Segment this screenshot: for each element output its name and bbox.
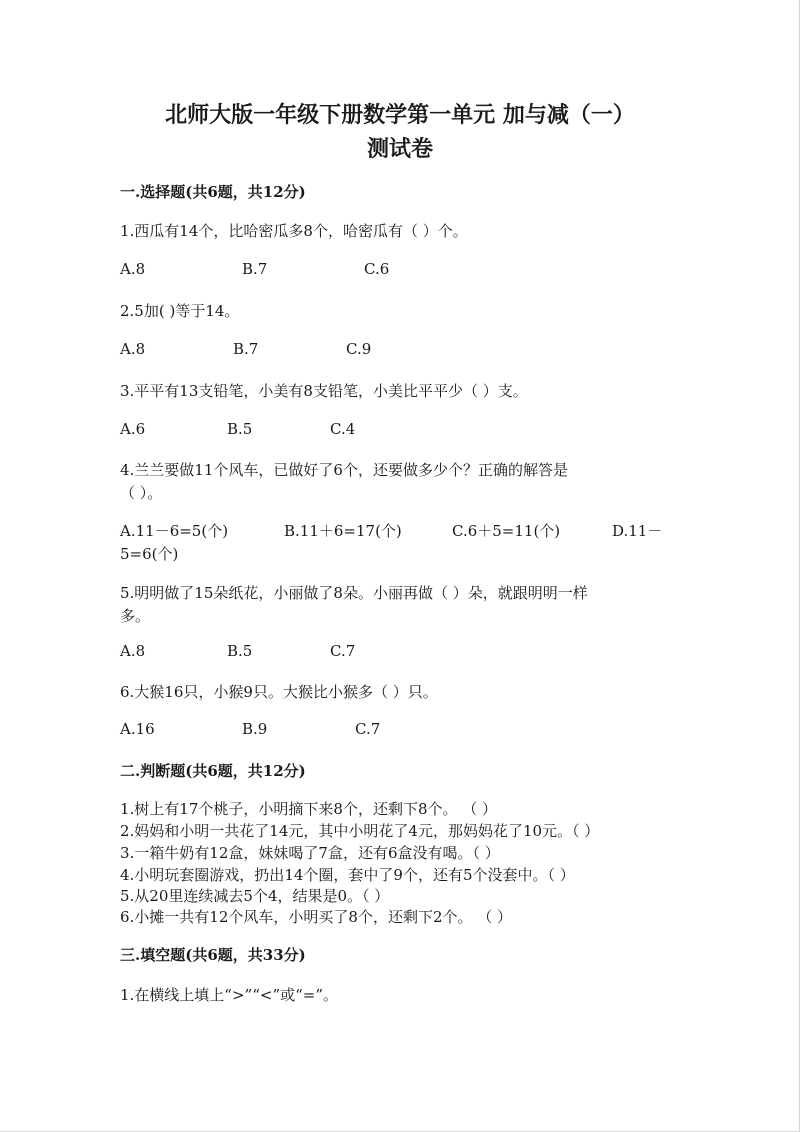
question-3: 3.平平有13支铅笔，小美有8支铅笔，小美比平平少（ ）支。 (120, 382, 528, 400)
question-5: 5.明明做了15朵纸花，小丽做了8朵。小丽再做（ ）朵，就跟明明一样 (120, 584, 588, 602)
option-1c: C.6 (364, 260, 390, 278)
section-heading-choice: 一.选择题(共6题，共12分) (120, 183, 306, 201)
option-2a: A.8 (120, 340, 146, 358)
option-2c: C.9 (346, 340, 372, 358)
option-6c: C.7 (355, 720, 381, 738)
section-heading-judgement: 二.判断题(共6题，共12分) (120, 762, 306, 780)
option-3a: A.6 (120, 420, 146, 438)
judgement-item-6: 6.小摊一共有12个风车，小明买了8个，还剩下2个。 （ ） (120, 908, 513, 926)
option-5c: C.7 (330, 642, 356, 660)
section-heading-fill-blank: 三.填空题(共6题，共33分) (120, 946, 306, 964)
judgement-item-1: 1.树上有17个桃子，小明摘下来8个，还剩下8个。 （ ） (120, 800, 498, 818)
page-title-line2: 测试卷 (366, 136, 433, 162)
fill-blank-question-1: 1.在横线上填上“>”“<”或“=”。 (120, 986, 339, 1004)
option-4d-cont: 5=6(个) (120, 545, 179, 563)
question-2: 2.5加( )等于14。 (120, 302, 240, 320)
option-4d: D.11－ (612, 522, 663, 540)
judgement-item-4: 4.小明玩套圈游戏，扔出14个圈，套中了9个，还有5个没套中。（ ） (120, 866, 575, 884)
judgement-item-2: 2.妈妈和小明一共花了14元，其中小明花了4元，那妈妈花了10元。（ ） (120, 822, 600, 840)
judgement-item-3: 3.一箱牛奶有12盒，妹妹喝了7盒，还有6盒没有喝。（ ） (120, 844, 500, 862)
option-4b: B.11＋6=17(个) (284, 522, 402, 540)
option-6a: A.16 (120, 720, 155, 738)
option-4a: A.11－6=5(个) (120, 522, 229, 540)
question-4: 4.兰兰要做11个风车，已做好了6个，还要做多少个？正确的解答是 (120, 461, 568, 479)
option-6b: B.9 (242, 720, 268, 738)
page-title-line1: 北师大版一年级下册数学第一单元 加与减（一） (165, 102, 635, 128)
option-4c: C.6＋5=11(个) (452, 522, 561, 540)
question-5-cont: 多。 (120, 607, 151, 625)
judgement-item-5: 5.从20里连续减去5个4，结果是0。（ ） (120, 887, 390, 905)
option-3b: B.5 (227, 420, 253, 438)
option-3c: C.4 (330, 420, 356, 438)
option-1a: A.8 (120, 260, 146, 278)
option-2b: B.7 (233, 340, 259, 358)
option-5a: A.8 (120, 642, 146, 660)
question-4-cont: （ ）。 (120, 484, 163, 502)
question-6: 6.大猴16只，小猴9只。大猴比小猴多（ ）只。 (120, 683, 438, 701)
question-1: 1.西瓜有14个，比哈密瓜多8个，哈密瓜有（ ）个。 (120, 222, 468, 240)
option-5b: B.5 (227, 642, 253, 660)
option-1b: B.7 (242, 260, 268, 278)
